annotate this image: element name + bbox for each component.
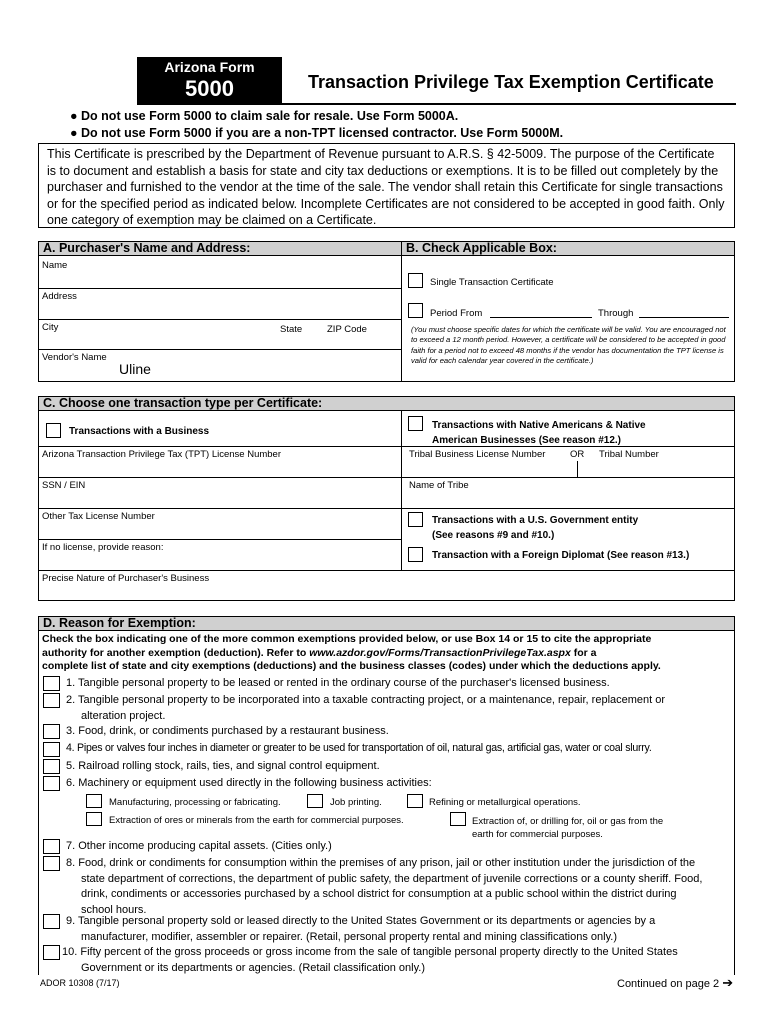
reason-5-checkbox[interactable] — [43, 759, 60, 774]
section-d-heading: D. Reason for Exemption: — [39, 617, 734, 631]
section-a-b — [38, 241, 735, 382]
form-title: Transaction Privilege Tax Exemption Certificate — [308, 72, 714, 92]
period-from-field[interactable] — [490, 317, 592, 318]
section-c-heading: C. Choose one transaction type per Certificate: — [39, 397, 734, 411]
form-number: 5000 — [185, 76, 234, 101]
manufacturing-label: Manufacturing, processing or fabricating. — [109, 797, 281, 808]
reason-10: 10. Fifty percent of the gross proceeds or gross income from the sale of tangible personal property directly to the United States Government or its departments or agencies. (Retail classification only.) — [62, 946, 678, 974]
reason-8-checkbox[interactable] — [43, 856, 60, 871]
single-transaction-checkbox[interactable] — [408, 273, 423, 288]
job-printing-checkbox[interactable] — [307, 794, 323, 808]
reason-10-checkbox[interactable] — [43, 945, 60, 960]
reason-8: 8. Food, drink or condiments for consumption within the premises of any prison, jail or other institution under the jurisdiction of the state department of corrections, the department of public safety, the department of juvenile corrections or a county sheriff. Food, drink, condiments or accessories purchased by a school district for consumption at a public school within the district during school hours. — [66, 857, 703, 916]
no-license-reason-label: If no license, provide reason: — [42, 542, 164, 553]
refining-label: Refining or metallurgical operations. — [429, 797, 581, 808]
intro-paragraph: This Certificate is prescribed by the Department of Revenue pursuant to A.R.S. § 42-5009. The purpose of the Certificate is to document and establish a basis for state and city tax deductions or exemptions. It is to be filled out completely by the purchaser and furnished to the vendor at the time of the sale. The vendor shall retain this Certificate for single transactions or for the specified period as indicated below. Incomplete Certificates are not considered to be accepted in good faith. Only one category of exemption may be claimed on a Certificate. — [38, 143, 735, 228]
tribal-license-label: Tribal Business License Number — [409, 449, 546, 460]
refining-checkbox[interactable] — [407, 794, 423, 808]
foreign-diplomat-label: Transaction with a Foreign Diplomat (See reason #13.) — [432, 550, 690, 561]
reason-2-checkbox[interactable] — [43, 693, 60, 708]
city-label: City — [42, 322, 59, 333]
extraction-ores-checkbox[interactable] — [86, 812, 102, 826]
us-government-checkbox[interactable] — [408, 512, 423, 527]
reason-3: 3. Food, drink, or condiments purchased by a restaurant business. — [66, 725, 389, 737]
form-id: ADOR 10308 (7/17) — [40, 978, 120, 988]
job-printing-label: Job printing. — [330, 797, 382, 808]
extraction-oil-checkbox[interactable] — [450, 812, 466, 826]
reason-7: 7. Other income producing capital assets. (Cities only.) — [66, 840, 332, 852]
reason-7-checkbox[interactable] — [43, 839, 60, 854]
vendor-name-value[interactable]: Uline — [119, 361, 151, 377]
tpt-license-label: Arizona Transaction Privilege Tax (TPT) License Number — [42, 449, 282, 460]
reason-4: 4. Pipes or valves four inches in diameter or greater to be used for transportation of oil, natural gas, artificial gas, water or coal slurry. — [66, 742, 652, 754]
business-checkbox[interactable] — [46, 423, 61, 438]
header-rule — [137, 103, 736, 105]
zip-label: ZIP Code — [327, 324, 367, 335]
reason-6: 6. Machinery or equipment used directly in the following business activities: — [66, 777, 432, 789]
exemption-reference-link[interactable]: www.azdor.gov/Forms/TransactionPrivilegeTax.aspx — [309, 646, 571, 659]
section-d-instructions: Check the box indicating one of the more common exemptions provided below, or use Box 14 or 15 to cite the appropriate authority for another exemption (deduction). Refer to www.azdor.gov/Forms/TransactionPrivilegeTax.aspx for a complete list of state and city exemptions (deductions) and the business classes (codes) under which the deductions apply. — [42, 633, 661, 672]
name-label: Name — [42, 260, 68, 271]
manufacturing-checkbox[interactable] — [86, 794, 102, 808]
reason-9-checkbox[interactable] — [43, 914, 60, 929]
period-from-label: Period From — [430, 308, 483, 319]
continued-note: Continued on page 2 ➔ — [617, 975, 734, 990]
native-american-label: Transactions with Native Americans & Native American Businesses (See reason #12.) — [432, 420, 646, 446]
foreign-diplomat-checkbox[interactable] — [408, 547, 423, 562]
section-b-heading: B. Check Applicable Box: — [401, 242, 734, 256]
bullet-contractor: ● Do not use Form 5000 if you are a non-TPT licensed contractor. Use Form 5000M. — [70, 126, 564, 140]
period-checkbox[interactable] — [408, 303, 423, 318]
single-transaction-label: Single Transaction Certificate — [430, 277, 554, 288]
ssn-ein-label: SSN / EIN — [42, 480, 86, 491]
extraction-oil-label: Extraction of, or drilling for, oil or gas from the earth for commercial purposes. — [472, 816, 664, 840]
reason-2: 2. Tangible personal property to be incorporated into a taxable contracting project, or a maintenance, repair, replacement or alteration project. — [66, 694, 666, 722]
through-label: Through — [598, 308, 634, 319]
other-license-label: Other Tax License Number — [42, 511, 155, 522]
state-label: State — [280, 324, 303, 335]
bullet-resale: ● Do not use Form 5000 to claim sale for resale. Use Form 5000A. — [70, 109, 459, 123]
section-c — [38, 396, 735, 601]
or-label: OR — [570, 449, 585, 460]
address-label: Address — [42, 291, 77, 302]
us-government-label: Transactions with a U.S. Government entity (See reasons #9 and #10.) — [432, 515, 639, 541]
reason-6-checkbox[interactable] — [43, 776, 60, 791]
reason-9: 9. Tangible personal property sold or leased directly to the United States Government or its departments or agencies by a manufacturer, modifier, assembler or repairer. (Retail, personal property rental and mining classifications only.) — [66, 915, 656, 943]
arrow-right-icon: ➔ — [722, 975, 734, 990]
vendor-name-label: Vendor's Name — [42, 352, 107, 363]
extraction-ores-label: Extraction of ores or minerals from the earth for commercial purposes. — [109, 815, 404, 826]
reason-4-checkbox[interactable] — [43, 742, 60, 757]
form-label: Arizona Form — [164, 59, 255, 75]
section-a-heading: A. Purchaser's Name and Address: — [39, 242, 401, 256]
tribe-name-label: Name of Tribe — [409, 480, 469, 491]
native-american-checkbox[interactable] — [408, 416, 423, 431]
reason-5: 5. Railroad rolling stock, rails, ties, and signal control equipment. — [66, 760, 380, 772]
period-note: (You must choose specific dates for which the certificate will be valid. You are encouraged not to exceed a 12 month period. However, a certificate will be considered to be accepted in good faith for a period not to exceed 48 months if the vendor has documentation the TPT license is valid for each calendar year covered in the certificate.) — [411, 325, 726, 365]
tribal-number-label: Tribal Number — [599, 449, 659, 460]
nature-of-business-label: Precise Nature of Purchaser's Business — [42, 573, 210, 584]
reason-3-checkbox[interactable] — [43, 724, 60, 739]
business-label: Transactions with a Business — [69, 426, 210, 437]
form-number-badge — [137, 57, 282, 103]
reason-1-checkbox[interactable] — [43, 676, 60, 691]
period-through-field[interactable] — [639, 317, 729, 318]
reason-1: 1. Tangible personal property to be leased or rented in the ordinary course of the purchaser's licensed business. — [66, 677, 610, 689]
